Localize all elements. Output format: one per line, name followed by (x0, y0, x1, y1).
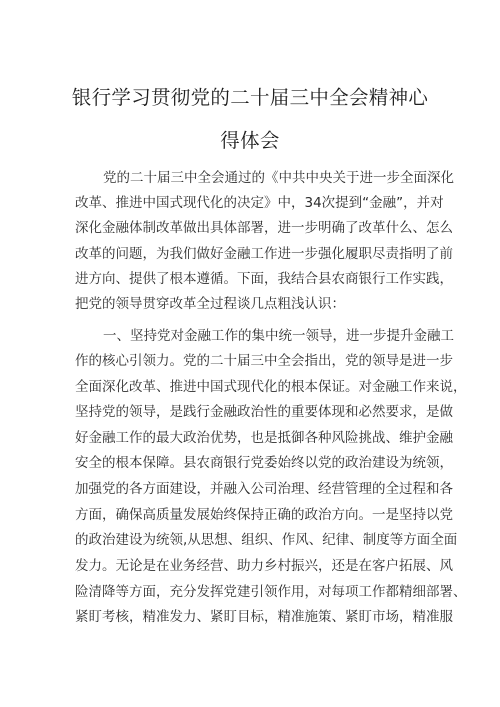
paragraph-line: 全面深化改革、推进中国式现代化的根本保证。对金融工作来说， (75, 379, 467, 395)
paragraph-line: 紧盯考核，精准发力、紧盯目标，精准施策、紧盯市场，精准服 (75, 609, 453, 625)
document-title-line-1: 银行学习贯彻党的二十届三中全会精神心 (71, 86, 429, 109)
paragraph-line: 方面，确保高质量发展始终保持正确的政治方向。一是坚持以党 (75, 507, 453, 523)
paragraph-line: 的政治建设为统领,从思想、组织、作风、纪律、制度等方面全面 (75, 532, 458, 548)
paragraph-line: 一、坚持党对金融工作的集中统一领导，进一步提升金融工 (103, 328, 454, 344)
paragraph-line: 坚持党的领导，是践行金融政治性的重要体现和必然要求，是做 (75, 404, 453, 420)
paragraph-line: 党的二十届三中全会通过的《中共中央关于进一步全面深化 (103, 170, 454, 186)
paragraph-line: 险清降等方面，充分发挥党建引领作用，对每项工作都精细部署、 (75, 584, 467, 600)
paragraph-line: 加强党的各方面建设，并融入公司治理、经营管理的全过程和各 (75, 481, 453, 497)
document-title-line-2: 得体会 (220, 129, 280, 152)
paragraph-line: 好金融工作的最大政治优势，也是抵御各种风险挑战、维护金融 (75, 430, 453, 446)
paragraph-line: 发力。无论是在业务经营、助力乡村振兴，还是在客户拓展、风 (75, 558, 453, 574)
paragraph-line: 把党的领导贯穿改革全过程谈几点粗浅认识： (75, 296, 345, 312)
paragraph-line: 进方向、提供了根本遵循。下面，我结合县农商银行工作实践， (75, 271, 453, 287)
paragraph-line: 安全的根本保障。县农商银行党委始终以党的政治建设为统领， (75, 455, 453, 471)
paragraph-line: 深化金融体制改革做出具体部署，进一步明确了改革什么、怎么 (75, 220, 453, 236)
paragraph-line: 改革、推进中国式现代化的决定》中，34次提到“金融”，并对 (75, 195, 444, 211)
paragraph-line: 作的核心引领力。党的二十届三中全会指出，党的领导是进一步 (75, 353, 453, 369)
paragraph-line: 改革的问题，为我们做好金融工作进一步强化履职尽责指明了前 (75, 246, 453, 262)
